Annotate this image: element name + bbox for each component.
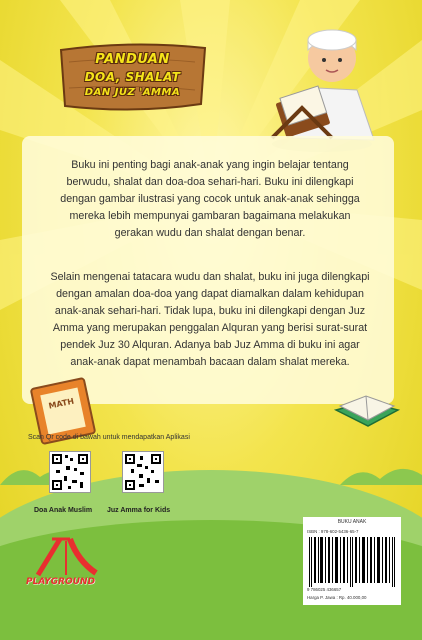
book-category: BUKU ANAK — [303, 517, 401, 527]
title-line-1: PANDUAN — [95, 52, 170, 67]
title-line-2: DOA, SHALAT — [84, 70, 181, 84]
scan-instruction: Scan Qr code di bawah untuk mendapatkan Aplikasi — [28, 434, 190, 441]
title-signboard — [55, 40, 210, 116]
barcode-icon — [307, 537, 397, 587]
open-book-icon — [332, 380, 402, 432]
playground-slide-logo-icon — [30, 533, 100, 583]
barcode-number: 9 786025 436657 — [307, 587, 342, 592]
svg-text:MATH: MATH — [47, 396, 75, 411]
price-text: Harga P. Jawa : Rp. 40.000,00 — [307, 595, 367, 600]
description-paragraph-2: Selain mengenai tatacara wudu dan shalat, buku ini juga dilengkapi dengan amalan doa-doa yang dapat diamalkan dalam kehidupan anak-anak sehari-hari. Tidak lupa, buku ini dilengkapi dengan Juz Amma yang merupakan penggalan Alquran yang berisi surat-surat pendek Juz 30 Alquran. Adanya bab Juz Amma di buku ini agar anak-anak dapat menambah bacaan dalam shalat mereka. — [50, 271, 370, 368]
isbn-text: ISBN : 978-602-5436-65-7 — [307, 529, 359, 534]
description-paragraph-1: Buku ini penting bagi anak-anak yang ingin belajar tentang berwudu, shalat dan doa-doa sehari-hari. Buku ini dilengkapi dengan gambar ilustrasi yang cocok untuk anak-anak sehingga mereka lebih mempunyai gambaran bagaimana melakukan gerakan wudu dan shalat dengan benar. — [60, 159, 360, 239]
publisher-logo-text: PLAYGROUND — [26, 577, 96, 587]
barcode-box — [303, 519, 401, 605]
qr-label-1: Doa Anak Muslim — [34, 507, 93, 514]
qr-code-doa-anak-muslim[interactable] — [49, 451, 91, 493]
title-line-3: DAN JUZ 'AMMA — [84, 87, 181, 98]
qr-label-2: Juz Amma for Kids — [107, 507, 171, 514]
qr-code-juz-amma[interactable] — [122, 451, 164, 493]
